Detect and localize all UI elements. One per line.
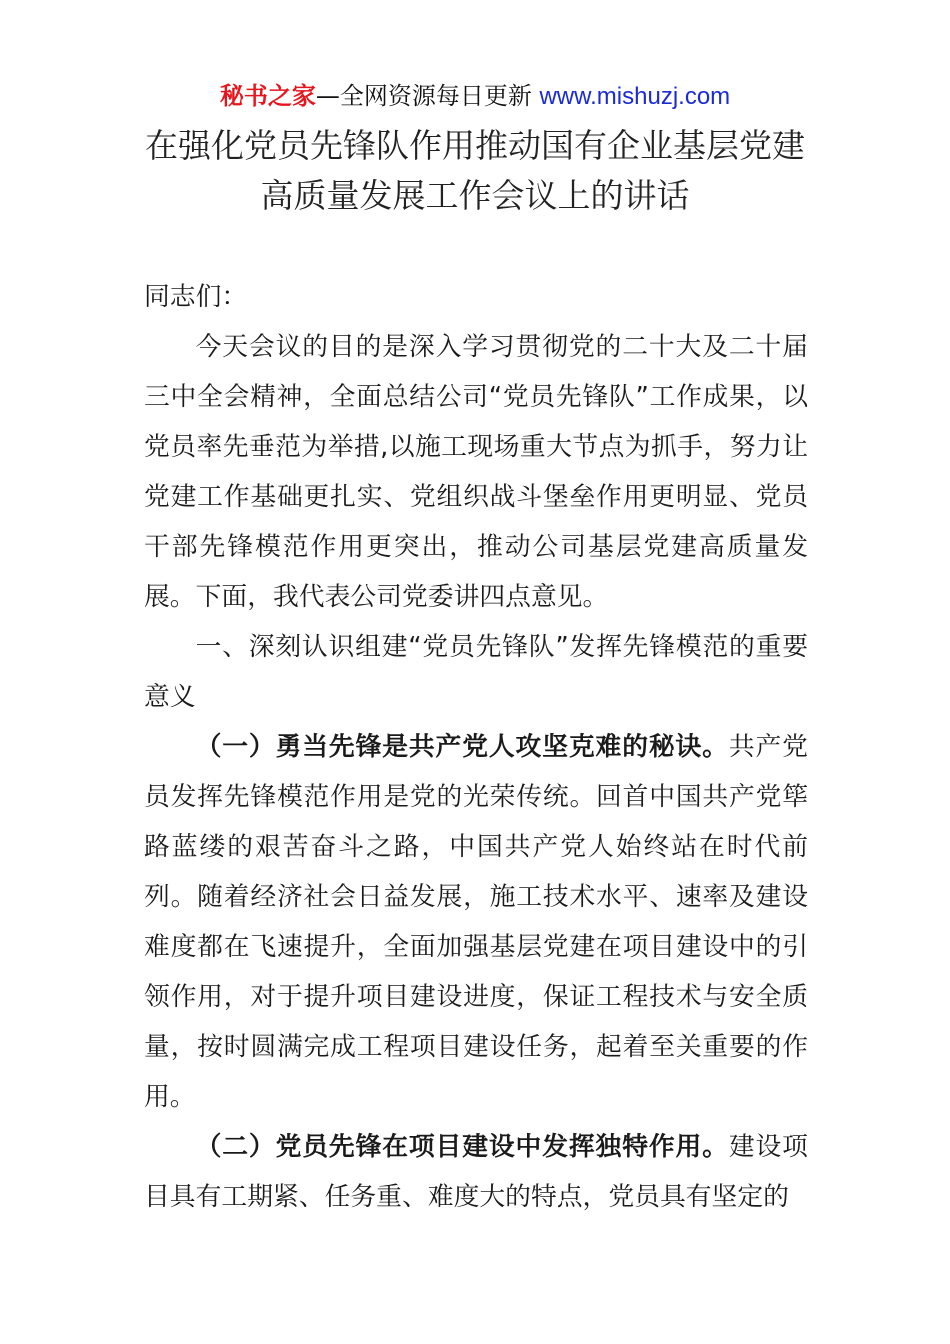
item-heading-2: （二）党员先锋在项目建设中发挥独特作用。 — [195, 1132, 729, 1162]
paragraph-item-1 — [144, 722, 808, 1122]
salutation: 同志们： — [144, 282, 248, 312]
header-tagline: —全网资源每日更新 — [315, 82, 540, 110]
document-title-line-1: 在强化党员先锋队作用推动国有企业基层党建 — [145, 126, 805, 165]
item-text-1: 共产党员发挥先锋模范作用是党的光荣传统。回首中国共产党筚路蓝缕的艰苦奋斗之路，中国共产党人始终站在时代前列。随着经济社会日益发展，施工技术水平、速率及建设难度都在飞速提升，全面加强基层党建在项目建设中的引领作用，对于提升项目建设进度，保证工程技术与安全质量，按时圆满完成工程项目建设任务，起着至关重要的作用。 — [144, 732, 808, 1112]
section-heading-1: 一、深刻认识组建“党员先锋队”发挥先锋模范的重要意义 — [144, 632, 808, 712]
document-title-line-2: 高质量发展工作会议上的讲话 — [260, 176, 690, 215]
brand-name: 秘书之家 — [219, 82, 316, 110]
site-header — [0, 80, 950, 113]
site-url-link[interactable]: www.mishuzj.com — [539, 83, 731, 110]
paragraph-item-2 — [144, 1122, 808, 1222]
paragraph-intro: 今天会议的目的是深入学习贯彻党的二十大及二十届三中全会精神，全面总结公司“党员先锋队”工作成果，以党员率先垂范为举措,以施工现场重大节点为抓手，努力让党建工作基础更扎实、党组织战斗堡垒作用更明显、党员干部先锋模范作用更突出，推动公司基层党建高质量发展。下面，我代表公司党委讲四点意见。 — [144, 332, 808, 612]
item-text-2: 建设项目具有工期紧、任务重、难度大的特点，党员具有坚定的 — [144, 1132, 808, 1212]
item-heading-1: （一）勇当先锋是共产党人攻坚克难的秘诀。 — [195, 732, 729, 762]
document-body — [144, 272, 808, 1222]
